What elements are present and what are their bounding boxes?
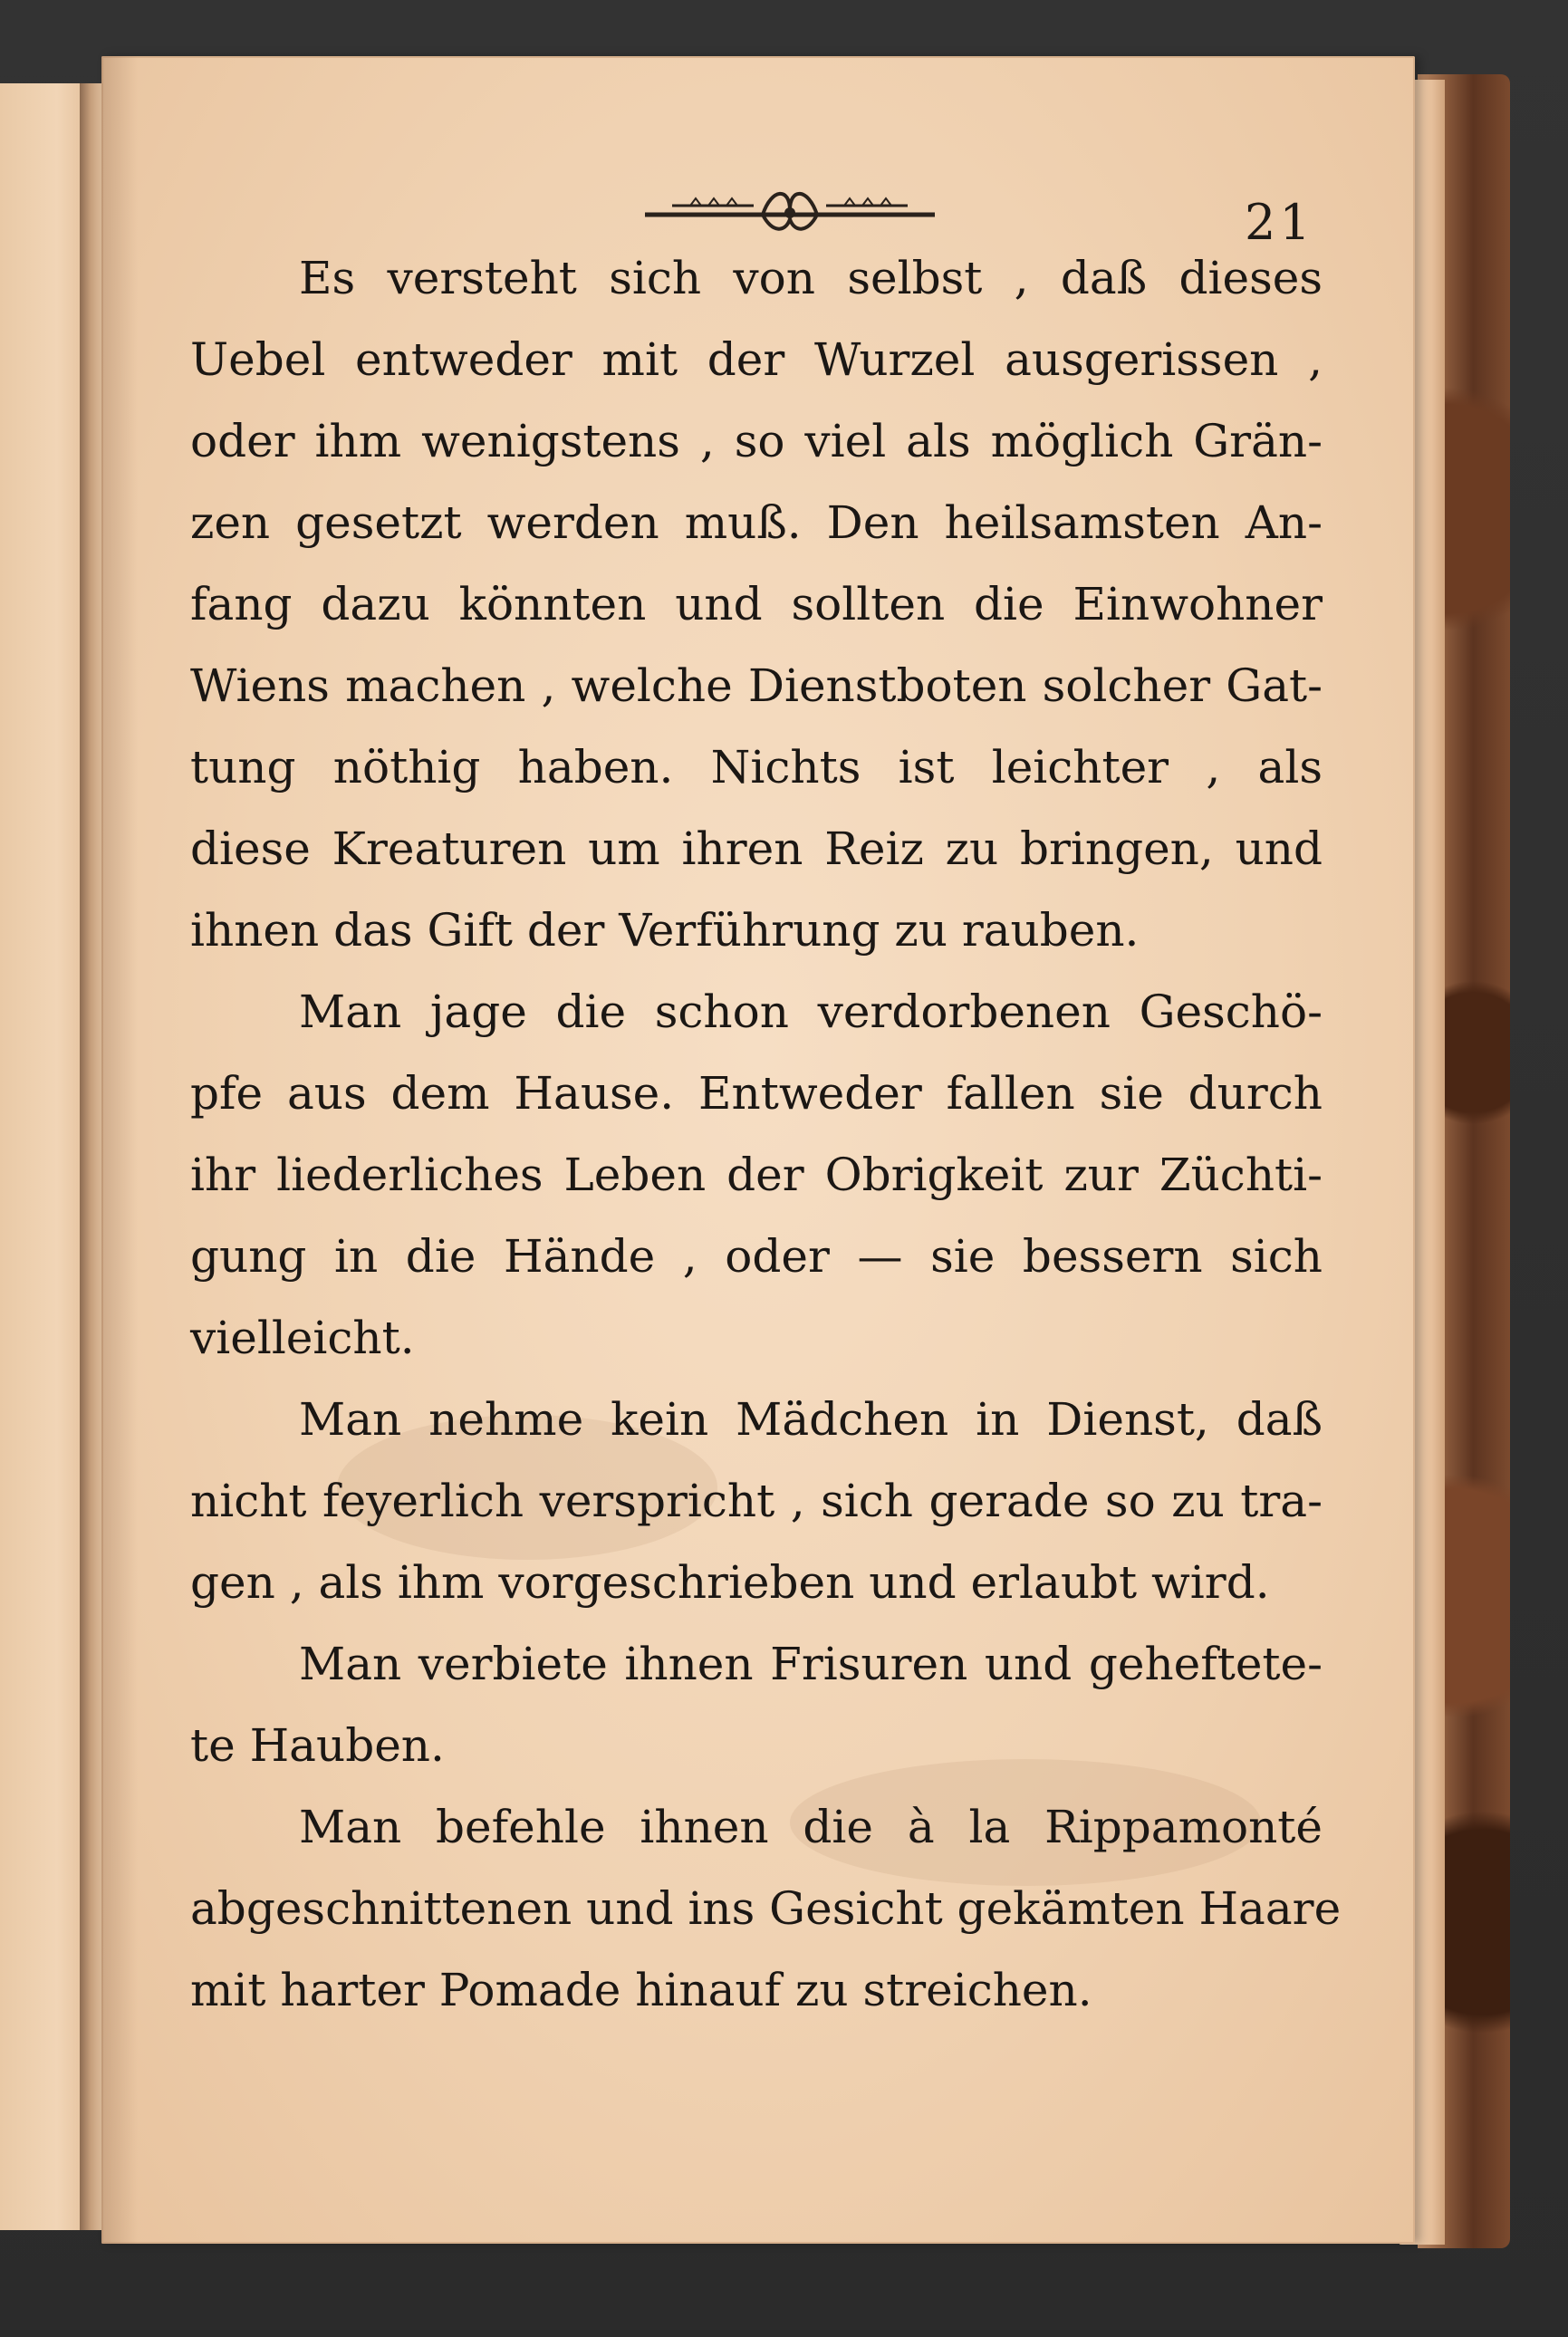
text-line: fang dazu könnten und sollten die Einwohner	[190, 578, 1323, 630]
text-line: gung in die Hände , oder — sie bessern sich	[190, 1230, 1323, 1283]
text-line: tung nöthig haben. Nichts ist leichter , als	[190, 741, 1323, 793]
printer-ornament-icon	[636, 178, 944, 242]
text-line: Man jage die schon verdorbenen Geschö-	[299, 986, 1323, 1038]
text-line: vielleicht.	[190, 1312, 415, 1364]
text-line: abgeschnittenen und ins Gesicht gekämten Haare	[190, 1882, 1342, 1935]
text-line: gen , als ihm vorgeschrieben und erlaubt wird.	[190, 1556, 1270, 1609]
text-line: Man befehle ihnen die à la Rippamonté	[299, 1801, 1323, 1853]
text-line: Uebel entweder mit der Wurzel ausgerissen ,	[190, 333, 1323, 386]
text-line: oder ihm wenigstens , so viel als möglich Grän-	[190, 415, 1323, 467]
text-line: ihnen das Gift der Verführung zu rauben.	[190, 904, 1140, 957]
text-line: te Hauben.	[190, 1719, 445, 1772]
text-line: Man verbiete ihnen Frisuren und geheftete-	[299, 1638, 1323, 1690]
text-line: nicht feyerlich verspricht , sich gerade so zu tra-	[190, 1475, 1323, 1527]
text-line: Wiens machen , welche Dienstboten solcher Gat-	[190, 659, 1323, 712]
text-line: Es versteht sich von selbst , daß dieses	[299, 252, 1323, 304]
text-line: Man nehme kein Mädchen in Dienst, daß	[299, 1393, 1323, 1446]
text-line: ihr liederliches Leben der Obrigkeit zur Züchti-	[190, 1149, 1323, 1201]
text-line: diese Kreaturen um ihren Reiz zu bringen, und	[190, 822, 1323, 875]
text-line: mit harter Pomade hinauf zu streichen.	[190, 1964, 1092, 2016]
page-number: 21	[1245, 194, 1314, 251]
page-text	[190, 237, 1342, 2031]
page-shadow	[101, 56, 138, 2244]
text-line: zen gesetzt werden muß. Den heilsamsten An-	[190, 496, 1323, 549]
text-line: pfe aus dem Hause. Entweder fallen sie durch	[190, 1067, 1323, 1120]
